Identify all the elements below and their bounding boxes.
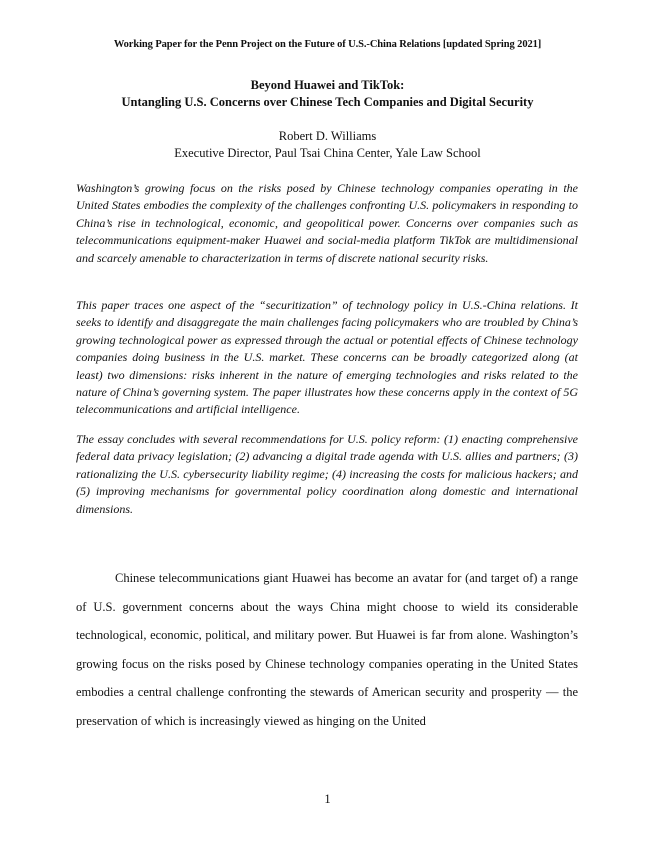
author-affiliation: Executive Director, Paul Tsai China Center, Yale Law School bbox=[174, 146, 481, 160]
body-paragraph bbox=[76, 564, 578, 736]
abstract-paragraph-3: The essay concludes with several recommendations for U.S. policy reform: (1) enacting comprehensive federal data privacy legislation; (2) advancing a digital trade agenda with U.S. allies and partners; (3) rationalizing the U.S. cybersecurity liability regime; (4) increasing the costs for malicious hackers; and (5) improving mechanisms for governmental policy coordination along domestic and international dimensions. bbox=[76, 432, 578, 516]
page-number: 1 bbox=[324, 792, 331, 806]
title-line-1: Beyond Huawei and TikTok: bbox=[250, 78, 405, 92]
abstract-paragraph-1: Washington’s growing focus on the risks posed by Chinese technology companies operating in the United States embodies the complexity of the challenges confronting U.S. policymakers in responding to China’s rise in technological, economic, and geopolitical power. Concerns over companies such as telecommunications equipment-maker Huawei and social-media platform TikTok are multidimensional and scarcely amenable to characterization in terms of discrete national security risks. bbox=[76, 181, 578, 265]
author-name: Robert D. Williams bbox=[278, 129, 377, 143]
body-paragraph-text: Chinese telecommunications giant Huawei has become an avatar for (and target of) a range of U.S. government concerns about the ways China might choose to wield its considerable technological, economic, political, and military power. But Huawei is far from alone. Washington’s growing focus on the risks posed by Chinese technology companies operating in the United States embodies a central challenge confronting the stewards of American security and prosperity — the preservation of which is increasingly viewed as hinging on the United bbox=[76, 571, 578, 728]
abstract-paragraph-2: This paper traces one aspect of the “securitization” of technology policy in U.S.-China relations. It seeks to identify and disaggregate the main challenges facing policymakers who are troubled by China’s growing technological power as expressed through the actual or potential effects of Chinese technology companies doing business in the U.S. market. These concerns can be broadly categorized along (at least) two dimensions: risks inherent in the nature of emerging technologies and risks related to the nature of China’s governing system. The paper illustrates how these concerns apply in the context of 5G telecommunications and artificial intelligence. bbox=[76, 298, 578, 417]
title-line-2: Untangling U.S. Concerns over Chinese Tech Companies and Digital Security bbox=[121, 95, 534, 109]
running-header: Working Paper for the Penn Project on the Future of U.S.-China Relations [updated Spring 2021] bbox=[113, 39, 542, 50]
